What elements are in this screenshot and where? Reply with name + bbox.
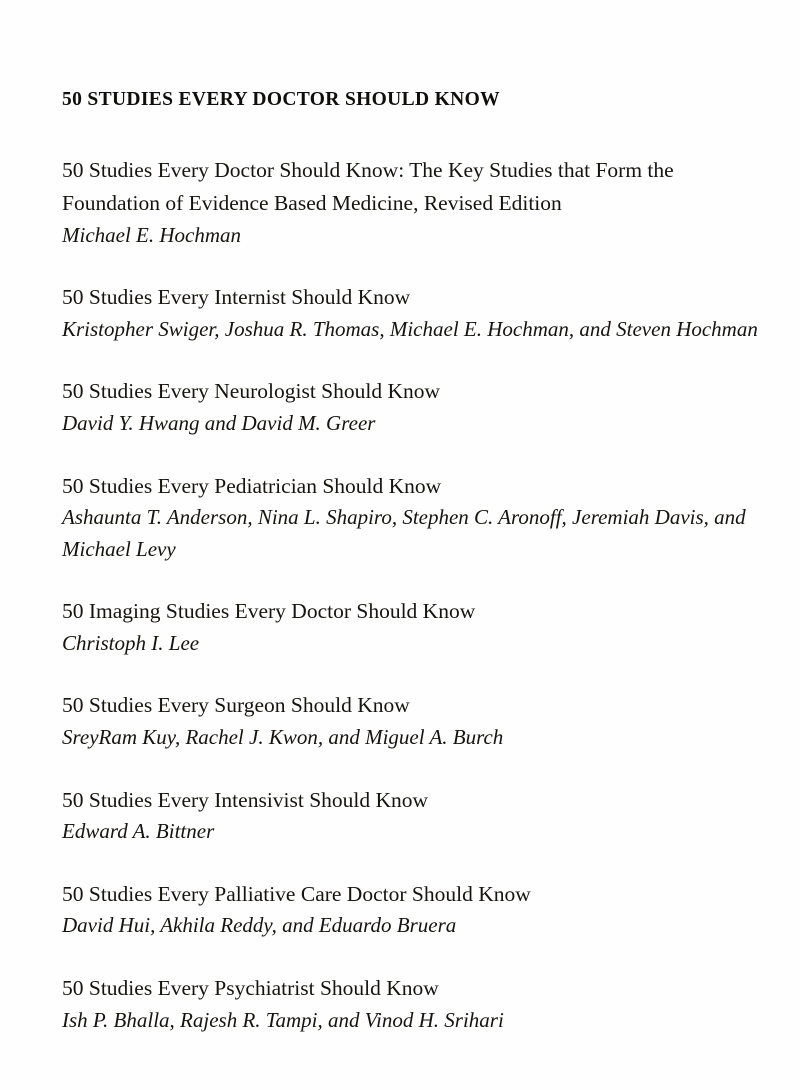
- book-title: 50 Imaging Studies Every Doctor Should Know: [62, 599, 476, 624]
- list-item: [62, 375, 768, 439]
- book-authors: Ashaunta T. Anderson, Nina L. Shapiro, Stephen C. Aronoff, Jeremiah Davis, and Michael Levy: [62, 505, 746, 561]
- book-authors: Kristopher Swiger, Joshua R. Thomas, Michael E. Hochman, and Steven Hochman: [62, 316, 758, 341]
- book-title: 50 Studies Every Neurologist Should Know: [62, 379, 441, 404]
- book-authors: Christoph I. Lee: [62, 630, 200, 655]
- list-item: [62, 470, 768, 566]
- list-item: [62, 281, 768, 345]
- book-authors: Michael E. Hochman: [62, 222, 242, 247]
- book-title: 50 Studies Every Palliative Care Doctor Should Know: [62, 881, 531, 906]
- list-item: [62, 689, 768, 753]
- list-item: [62, 595, 768, 659]
- list-item: [62, 878, 768, 942]
- series-title: 50 STUDIES EVERY DOCTOR SHOULD KNOW: [62, 89, 500, 110]
- list-item: [62, 784, 768, 848]
- page-content: [62, 88, 768, 1036]
- book-title: 50 Studies Every Intensivist Should Know: [62, 787, 429, 812]
- book-title: 50 Studies Every Surgeon Should Know: [62, 693, 410, 718]
- book-authors: David Y. Hwang and David M. Greer: [62, 411, 376, 436]
- list-item: [62, 154, 768, 251]
- book-title: 50 Studies Every Internist Should Know: [62, 285, 411, 310]
- list-item: [62, 972, 768, 1036]
- book-title: 50 Studies Every Psychiatrist Should Know: [62, 975, 439, 1000]
- book-title: 50 Studies Every Pediatrician Should Know: [62, 473, 442, 498]
- book-authors: SreyRam Kuy, Rachel J. Kwon, and Miguel A. Burch: [62, 725, 504, 750]
- book-authors: Ish P. Bhalla, Rajesh R. Tampi, and Vinod H. Srihari: [62, 1007, 504, 1032]
- book-title: 50 Studies Every Doctor Should Know: The Key Studies that Form the Foundation of Evidence Based Medicine, Revised Edition: [62, 158, 674, 216]
- book-list: [62, 154, 768, 1036]
- book-authors: Edward A. Bittner: [62, 819, 215, 844]
- book-authors: David Hui, Akhila Reddy, and Eduardo Bruera: [62, 913, 457, 938]
